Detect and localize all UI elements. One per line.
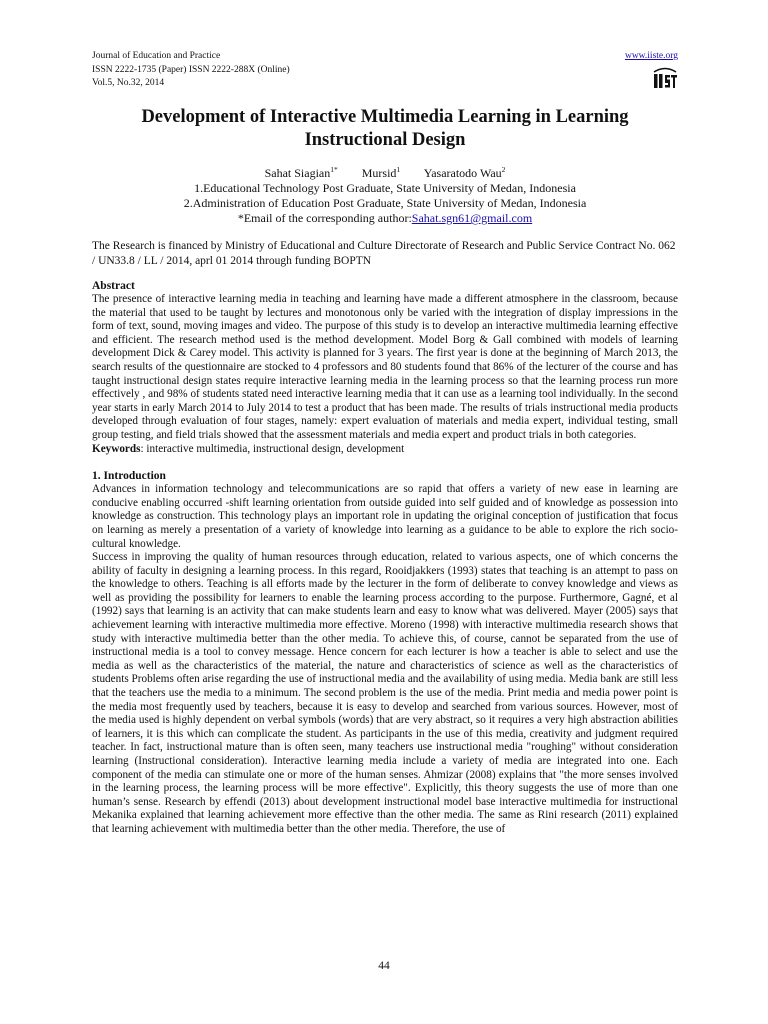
paper-page bbox=[92, 50, 678, 837]
affiliation: 2.Administration of Education Post Graduate, State University of Medan, Indonesia bbox=[183, 196, 587, 210]
journal-url-link[interactable]: www.iiste.org bbox=[624, 51, 678, 61]
author-name: Yasaratodo Wau bbox=[423, 166, 502, 180]
journal-issn: ISSN 2222-1735 (Paper) ISSN 2222-288X (Online) bbox=[92, 64, 290, 75]
journal-header bbox=[92, 50, 678, 96]
abstract-heading: Abstract bbox=[92, 280, 135, 292]
email-label: *Email of the corresponding author: bbox=[237, 211, 412, 225]
email-link[interactable]: Sahat.sgn61@gmail.com bbox=[411, 211, 533, 225]
journal-volume: Vol.5, No.32, 2014 bbox=[92, 78, 165, 88]
journal-info bbox=[92, 50, 290, 91]
author-sup: 1* bbox=[330, 165, 338, 174]
author-name: Mursid bbox=[361, 166, 397, 180]
funding-note: The Research is financed by Ministry of Educational and Culture Directorate of Research and Public Service Contract No. 062 / UN33.8 / LL / 2014, aprl 01 2014 through funding BOPTN bbox=[92, 240, 676, 267]
introduction-paragraph: Success in improving the quality of human resources through education, related to various aspects, one of which concerns the ability of faculty in designing a learning process. In this regard, Rooidjakkers (1993) states that teaching is an attempt to pass on the knowledge to others. Teaching is all efforts made by the lecturer in the form of deliberate to convey knowledge and views as well as providing the possibility for learners to enable the learning process according to the purpose. Furthermore, Gagné, et al (1992) says that learning is an activity that can make students learn and easy to know what was delivered. Mayer (2005) says that achievement learning with interactive multimedia more effective. Moreno (1998) with interactive multimedia research shows that study with interactive multimedia better than the other media. To achieve this, of course, cannot be separated from the use of instructional media is a tool to convey message. Hence concern for each lecturer is how a teacher is able to select and use the media as well as the characteristics of the material, the nature and characteristics of science as well as the characteristics of students Problems often arise regarding the use of instructional media and the availability of using media. Media bank are still less that the teachers use the media to a minimum. The second problem is the use of the media. Print media and media power point is the media most frequently used by teachers, because it is easy to develop and searched from various sources. However, most of the media used is highly dependent on verbal symbols (words) that are very abstract, so it requires a very high abstraction abilities of learners, it is this which can complicate the student. As participants in the use of this media, creativity and judgment required teacher. In fact, instructional mature than is often seen, many teachers use instructional media "roughing" without consideration learning (Instructional consideration). Interactive learning media include a variety of media are integrated into one. Each component of the media can stimulate one or more of the human senses. Ahmizar (2008) explains that "the more senses involved in the learning process, the learning process will be more effective". Explicitly, this theory suggests the use of more than one human’s sense. Research by effendi (2013) about development instructional model base interactive multimedia for instructional Mekanika explained that learning achievement more effective than the other media. The same as Rini research (2011) explained that learning achievement with multimedia better than the other media. Therefore, the use of bbox=[92, 551, 678, 835]
page-number: 44 bbox=[378, 960, 390, 972]
journal-url-block bbox=[625, 50, 678, 64]
author-name: Sahat Siagian bbox=[264, 166, 331, 180]
author-list bbox=[92, 162, 678, 181]
keywords bbox=[92, 443, 678, 457]
abstract-text: The presence of interactive learning media in teaching and learning have made a different atmosphere in the classroom, because the material that used to be taught by lectures and monotonous only be varied with the integration of display impressions in the form of text, sound, moving images and video. The purpose of this study is to develop an interactive multimedia learning effective and efficient. The research method used is the method development. Model Borg & Gall combined with models of learning development Dick & Carey model. This activity is planned for 3 years. The first year is done at the beginning of March 2013, the search results of the questionnaire are stocked to 4 professors and 80 students found that 86% of the lecturer of the course and has taught instructional design states require interactive learning media in the learning process so that the learning process run more effectively , and 98% of students stated need interactive learning media that it can use as a learning tool individually. In the second year starts in early March 2014 to July 2014 to test a product that has been made. The results of trials instructional media products developed through evaluation of four stages, namely: expert evaluation of materials and media expert, individual testing, small group testing, and field trials showed that the assessment materials and media expert and product trials in both categories. bbox=[92, 293, 678, 441]
paper-title: Development of Interactive Multimedia Learning in Learning Instructional Design bbox=[141, 107, 629, 150]
journal-name: Journal of Education and Practice bbox=[92, 51, 221, 61]
affiliation: 1.Educational Technology Post Graduate, State University of Medan, Indonesia bbox=[194, 181, 576, 195]
introduction-paragraph: Advances in information technology and telecommunications are so rapid that offers a variety of new ease in learning are conducive enabling occurred -shift learning orientation from outside guided into self guided and of knowledge as possession into knowledge as construction. This technology plays an important role in updating the original conception of justification that focus on learning as merely a presentation of a variety of knowledge into learning as a guidance to be able to explore the rich socio-cultural knowledge. bbox=[92, 483, 678, 550]
iiste-logo bbox=[652, 66, 678, 90]
keywords-label: Keywords bbox=[92, 442, 141, 455]
author-sup: 1 bbox=[396, 165, 401, 174]
corresponding-email bbox=[92, 211, 678, 226]
author-sup: 2 bbox=[501, 165, 506, 174]
introduction-heading: 1. Introduction bbox=[92, 470, 166, 483]
keywords-text: : interactive multimedia, instructional design, development bbox=[140, 442, 405, 455]
